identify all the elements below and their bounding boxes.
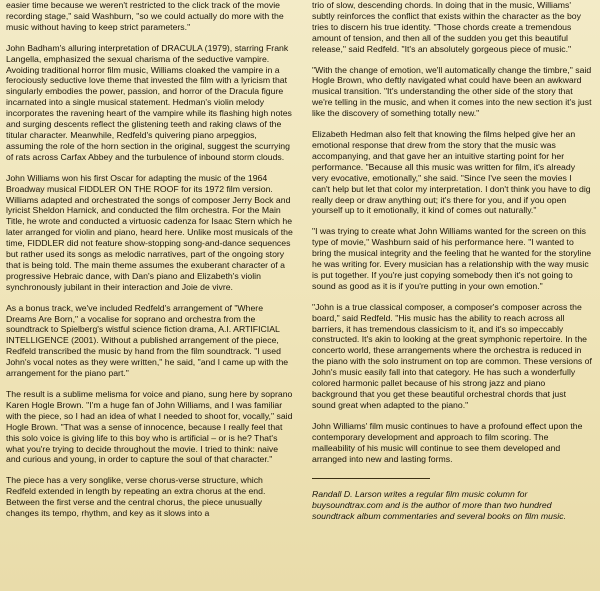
paragraph: "I was trying to create what John Williams wanted for the screen on this type of movie," Washburn said of his performance here. "I wanted to bring the musical integrity and the feeling that he wanted for the storyline he was writing for. Every musician has a relationship with the way music is put together. If you're just copying somebody then it's not going to sound as good as it is if you're putting in your own emotion." bbox=[312, 226, 592, 291]
author-bio: Randall D. Larson writes a regular film music column for buysoundtrax.com and is the author of more than two hundred soundtrack album commentaries and several books on film music. bbox=[312, 489, 566, 522]
paragraph: John Williams won his first Oscar for adapting the music of the 1964 Broadway musical FIDDLER ON THE ROOF for its 1972 film version. Williams adapted and orchestrated the songs of composer Jerry Bock and lyricist Sheldon Harnick, and conducted the film orchestra. For the Main Title, he wrote and conducted a virtuosic cadenza for Isaac Stern which he later arranged for violin and piano, heard here. Unlike most musicals of the time, FIDDLER did not feature show-stopping song-and-dance sequences but rather used its songs as melodic narratives, part of the ongoing story that is being told. The main theme assumes the exuberant character of a progressive Hebraic dance, with Dan's piano and Elizabeth's violin synchronously jubilant in their interaction and Joie de vivre. bbox=[6, 172, 293, 292]
paragraph: John Williams' film music continues to have a profound effect upon the contemporary development and approach to film scoring. The malleability of his music will continue to see them developed and arranged into new and lasting forms. bbox=[312, 420, 583, 464]
paragraph: John Badham's alluring interpretation of DRACULA (1979), starring Frank Langella, emphasized the sexual charisma of the seductive vampire. Avoiding traditional horror film music, Williams cloaked the vampire in a ferociously seductive love theme that invested the film with a lyricism that singularly embodies the power, passion, and horror of the Dracula figure incarnated into a single musical statement. Hedman's violin melody incorporates the ravening heart of the vampire while its flashing high notes and surging descents reflect the glistening teeth and raking claws of the titular character. Meanwhile, Redfeld's quivering piano arpeggios, assuming the role of the horn section in the original, suggest the scurrying of rats across Carfax Abbey and the turbulence of inbound storm clouds. bbox=[6, 42, 292, 162]
paragraph: easier time because we weren't restricted to the click track of the movie recording stage," said Washburn, "so we could actually do more with the music without having to keep strict parameters." bbox=[6, 0, 284, 32]
paragraph: The piece has a very songlike, verse chorus-verse structure, which Redfeld extended in length by repeating an extra chorus at the end. Between the first verse and the central chorus, the piece unusually changes its tempo, rhythm, and key as it slows into a bbox=[6, 475, 266, 519]
paragraph: The result is a sublime melisma for voice and piano, sung here by soprano Karen Hogle Brown. "I'm a huge fan of John Williams, and I was familiar with the piece, so I had an idea of what I needed to shoot for, vocally," said Hogle Brown. "That was a sense of innocence, because I really feel that this solo voice is giving life to this boy who is artificial – or is he? That's what you're trying to decide throughout the movie. I tried to think: naive and curious and young, in order to capture the soul of that character." bbox=[6, 389, 293, 465]
paragraph: trio of slow, descending chords. In doing that in the music, Williams' subtly reinforces the conflict that exists within the character as the boy tries to discern his true identity. "Those chords create a tremendous amount of tension, and then all of the sudden you get this beautiful release," said Redfeld. "It's an absolutely gorgeous piece of music." bbox=[312, 0, 581, 54]
right-column bbox=[312, 0, 592, 532]
left-column bbox=[6, 0, 294, 529]
paragraph: "John is a true classical composer, a composer's composer across the board," said Redfeld. "His music has the ability to reach across all barriers, it has tremendous classicism to it, and it's so impeccably constructed. It's akin to looking at the great symphonic repertoire. In the concerto world, these arrangements where the orchestra is reduced in the piano with the solo instrument on top are common. These versions of John's music easily fall into that category. He has such a wonderfully colored harmonic pallet because of his strong jazz and piano background that you get these beautiful orchestral chords that just sound great when adapted to the piano." bbox=[312, 301, 592, 410]
paragraph: As a bonus track, we've included Redfeld's arrangement of "Where Dreams Are Born," a vocalise for soprano and orchestra from the soundtrack to Spielberg's wistful science fiction drama, A.I. ARTIFICIAL INTELLIGENCE (2001). Without a published arrangement of the piece, Redfeld transcribed the music by hand from the film soundtrack. "I used John's vocal notes as they were written," he said, "and I came up with the arrangement for the piano part." bbox=[6, 302, 289, 379]
paragraph: "With the change of emotion, we'll automatically change the timbre," said Hogle Brown, who deftly navigated what could have been an awkward musical transition. "It's understanding the other side of the story that we're telling in the music, and when it comes into the new section it's just like the discovery of something totally new." bbox=[312, 64, 592, 119]
paragraph: Elizabeth Hedman also felt that knowing the films helped give her an emotional response that drew from the story that the music was accompanying, and that gave her an intuitive starting point for her performance. "Because all this music was written for film, it's already very evocative, emotionally," she said. "Since I've seen the movies I can't help but let that color my interpretation. I don't think you have to dig really deep or draw anything out; it's there for you, and if you open yourself up to it emotionally, it kind of comes out naturally." bbox=[312, 129, 591, 216]
divider-rule bbox=[312, 478, 430, 479]
